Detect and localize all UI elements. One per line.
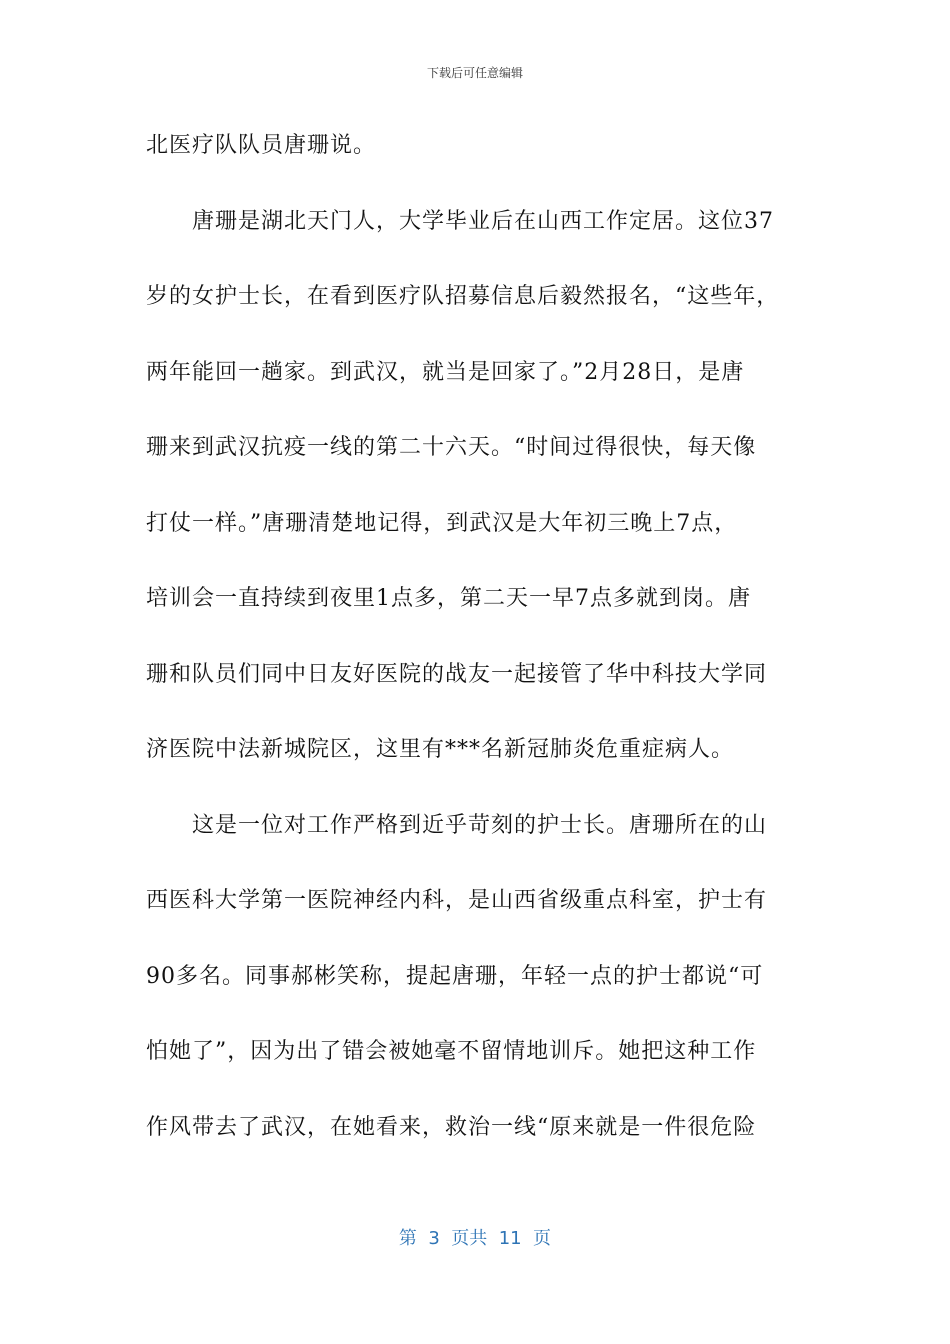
page-header: 下载后可任意编辑 xyxy=(426,66,523,80)
text-line: 两年能回一趟家。到武汉，就当是回家了。”2月28日，是唐 xyxy=(146,359,745,385)
text-line: 珊来到武汉抗疫一线的第二十六天。“时间过得很快，每天像 xyxy=(146,435,757,460)
text-line: 作风带去了武汉，在她看来，救治一线“原来就是一件很危险 xyxy=(146,1114,757,1140)
text-line: 济医院中法新城院区，这里有***名新冠肺炎危重症病人。 xyxy=(146,737,735,762)
text-line: 怕她了”，因为出了错会被她毫不留情地训斥。她把这种工作 xyxy=(146,1039,757,1064)
text-line: 90多名。同事郝彬笑称，提起唐珊，年轻一点的护士都说“可 xyxy=(146,963,764,989)
text-line: 珊和队员们同中日友好医院的战友一起接管了华中科技大学同 xyxy=(146,661,768,687)
paragraph-start-line: 唐珊是湖北天门人，大学毕业后在山西工作定居。这位37 xyxy=(192,208,774,234)
document-body xyxy=(146,118,806,1175)
text-line: 西医科大学第一医院神经内科，是山西省级重点科室，护士有 xyxy=(146,888,768,913)
text-line: 打仗一样。”唐珊清楚地记得，到武汉是大年初三晚上7点， xyxy=(146,510,738,536)
text-line: 北医疗队队员唐珊说。 xyxy=(146,133,377,158)
paragraph-start-line: 这是一位对工作严格到近乎苛刻的护士长。唐珊所在的山 xyxy=(192,812,768,838)
text-line: 培训会一直持续到夜里1点多，第二天一早7点多就到岗。唐 xyxy=(146,586,751,611)
text-line: 岁的女护士长，在看到医疗队招募信息后毅然报名，“这些年， xyxy=(146,284,780,309)
page-number-footer: 第 3 页共 11 页 xyxy=(398,1228,552,1249)
